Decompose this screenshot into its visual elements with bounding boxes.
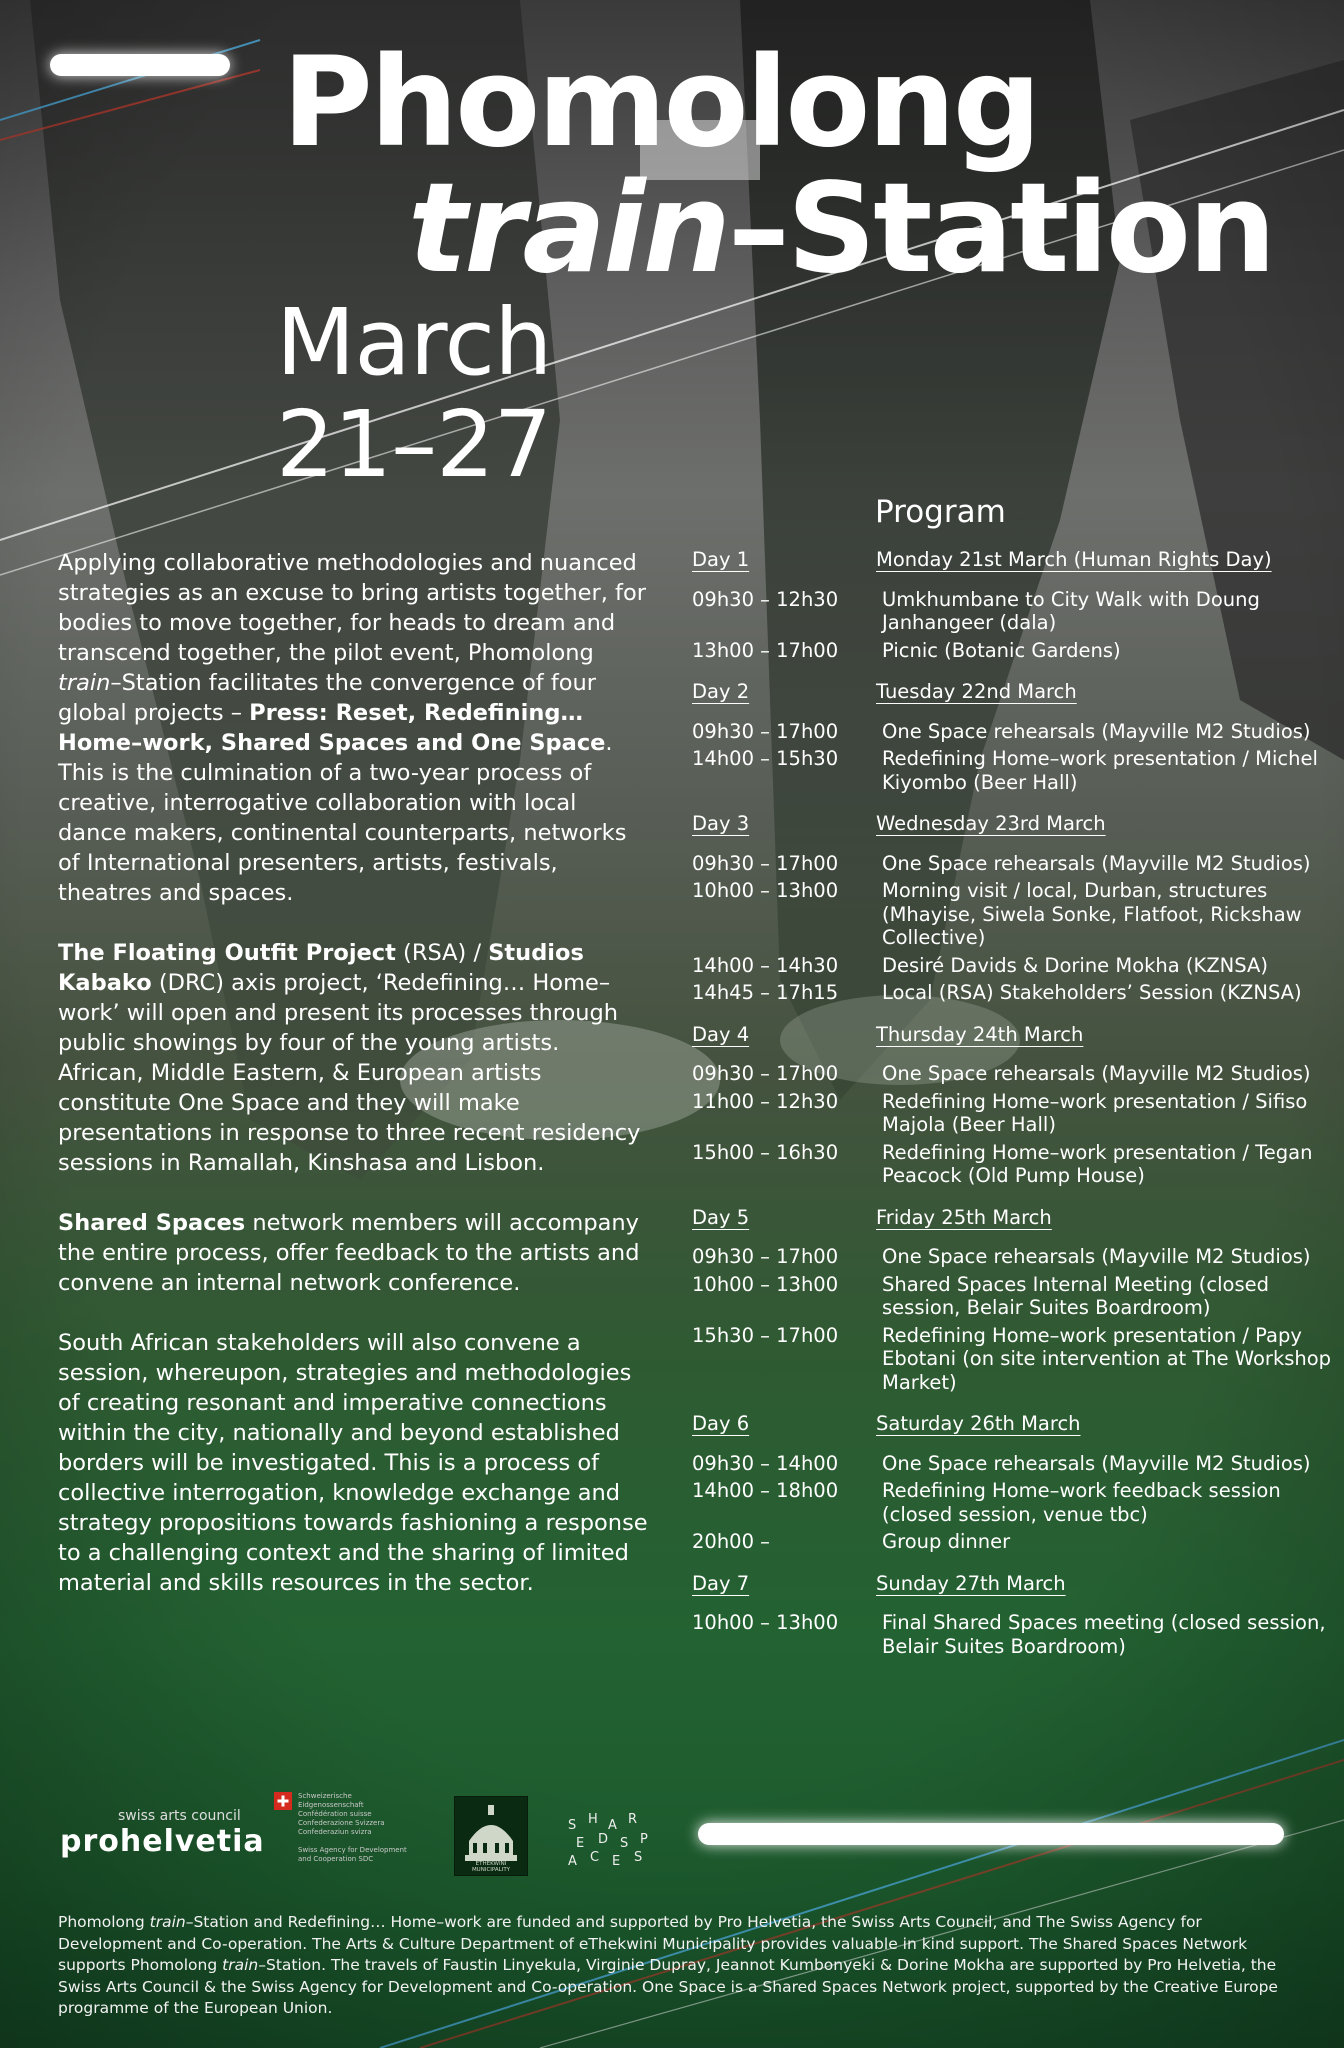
program-event [692,1090,1332,1137]
funding-footer [58,1912,1298,2020]
shared-spaces-letter: H [588,1812,598,1827]
shared-spaces-logo [568,1812,664,1869]
program-event [692,1479,1332,1526]
swiss-arts-council-text: swiss arts council [118,1808,241,1824]
event-time: 14h00 – 18h00 [692,1479,839,1502]
title-accent-bar [50,54,230,76]
day-date-text: Sunday 27th March [876,1571,1066,1595]
event-description: Redefining Home–work feedback session (closed session, venue tbc) [882,1479,1281,1526]
day-date [876,548,1272,572]
program-event [692,981,1332,1005]
text-bold: Studios Kabako [58,940,584,996]
program-day [692,812,1332,1005]
text-italic: train [222,1956,259,1974]
text-italic: train [58,670,111,696]
program-event [692,588,1332,635]
swiss-flag-icon [274,1792,292,1810]
event-description: One Space rehearsals (Mayville M2 Studios) [882,719,1311,743]
text-span: (RSA) / [395,940,489,966]
shared-spaces-letter: S [620,1836,629,1851]
event-time: 15h00 – 16h30 [692,1140,839,1164]
day-header [692,548,1332,572]
event-time: 09h30 – 17h00 [692,1245,839,1268]
description-paragraph-3 [58,938,648,1178]
event-time: 09h30 – 12h30 [692,587,839,611]
text-span: Phomolong [58,1913,150,1931]
program-event [692,1452,1332,1476]
shared-spaces-letter: S [568,1818,577,1833]
program-event [692,1273,1332,1320]
program-day [692,1023,1332,1188]
text-span: network members will accompany the entire process, offer feedback to the artists and convene an internal network conference. [58,1210,640,1296]
day-label [692,1572,876,1596]
program-event [692,879,1332,950]
text-bold: Press: Reset, Redefining…Home–work, Shared Spaces and One Space [58,700,606,756]
prohelvetia-logo: prohelvetia [60,1824,265,1859]
day-date [876,1412,1081,1436]
program-event [692,852,1332,876]
day-header [692,1412,1332,1436]
day-label-text: Day 7 [692,1571,750,1595]
event-time: 13h00 – 17h00 [692,638,839,662]
day-label [692,1206,876,1230]
program-day [692,1412,1332,1554]
shared-spaces-letter: A [568,1854,577,1869]
day-label [692,548,876,572]
title-italic-word: train [408,157,728,301]
event-description: Umkhumbane to City Walk with Doung Janhangeer (dala) [882,587,1260,634]
event-description: One Space rehearsals (Mayville M2 Studios) [882,1245,1311,1268]
day-label [692,1412,876,1436]
event-time: 11h00 – 12h30 [692,1089,839,1113]
day-date [876,1572,1066,1596]
event-description: Redefining Home–work presentation / Michel Kiyombo (Beer Hall) [882,747,1318,794]
shared-spaces-letter: D [598,1832,609,1847]
description-paragraph-4 [58,1208,648,1298]
event-description: Morning visit / local, Durban, structures (Mhayise, Siwela Sonke, Flatfoot, Rickshaw Collective) [882,879,1302,949]
ethekwini-logo-text: ETHEKWINI MUNICIPALITY [471,1861,511,1873]
event-description: Redefining Home–work presentation / Tegan Peacock (Old Pump House) [882,1140,1313,1187]
program-day [692,1206,1332,1395]
program-schedule [692,548,1332,1676]
day-date-text: Friday 25th March [876,1205,1052,1229]
event-time: 10h00 – 13h00 [692,879,839,902]
event-description: Redefining Home–work presentation / Sifiso Majola (Beer Hall) [882,1089,1308,1136]
ethekwini-logo [454,1796,528,1876]
day-date [876,1206,1052,1230]
text-span: –Station facilitates the convergence of four global projects – [58,670,597,726]
event-description: Desiré Davids & Dorine Mokha (KZNSA) [882,953,1268,977]
day-header [692,812,1332,836]
day-date-text: Thursday 24th March [876,1022,1084,1046]
description-column [58,548,648,1628]
event-description: Final Shared Spaces meeting (closed session, Belair Suites Boardroom) [882,1611,1326,1658]
program-event [692,1245,1332,1269]
day-label-text: Day 2 [692,680,750,703]
program-event [692,1324,1332,1395]
event-time: 14h00 – 14h30 [692,953,839,977]
event-time: 09h30 – 17h00 [692,719,839,743]
text-span: Applying collaborative methodologies and nuanced strategies as an excuse to bring artists together, for bodies to move together, for heads to dream and transcend together, the pilot event, Phomolong [58,550,646,666]
event-time: 20h00 – [692,1530,770,1553]
program-heading: Program [875,494,1006,530]
description-paragraph-2: This is the culmination of a two-year process of creative, interrogative collaboration with local dance makers, continental counterparts, networks of International presenters, artists, festivals, theatres and spaces. [58,760,627,906]
event-time: 14h00 – 15h30 [692,747,839,770]
event-description: Local (RSA) Stakeholders’ Session (KZNSA) [882,981,1302,1004]
day-date-text: Wednesday 23rd March [876,812,1106,835]
day-date [876,680,1077,704]
event-time: 10h00 – 13h00 [692,1272,839,1296]
event-description: Redefining Home–work presentation / Papy Ebotani (on site intervention at The Workshop Market) [882,1323,1332,1394]
event-dates [276,289,552,498]
program-day [692,1572,1332,1659]
shared-spaces-letter: P [640,1832,648,1847]
program-event [692,747,1332,794]
day-header [692,1023,1332,1047]
text-bold: Shared Spaces [58,1210,246,1236]
sdc-logo-text: Schweizerische Eidgenossenschaft Confédération suisse Confederazione Svizzera Confederaziun svizra Swiss Agency for Development and Cooperation SDC [298,1792,407,1863]
day-label-text: Day 4 [692,1022,750,1046]
day-label-text: Day 3 [692,812,750,835]
program-day [692,548,1332,662]
sdc-logo [274,1792,414,1866]
text-span: –Station. The travels of Faustin Linyekula, Virginie Dupray, Jeannot Kumbonyeki & Dorine Mokha are supported by Pro Helvetia, the Swiss Arts Council & the Swiss Agency for Development and Co-operation. One Space is a Shared Spaces Network project, supported by the Creative Europe programme of the European Union. [58,1956,1278,2017]
program-event [692,954,1332,978]
day-label [692,812,876,836]
shared-spaces-letter: S [634,1850,643,1865]
day-header [692,1206,1332,1230]
event-description: One Space rehearsals (Mayville M2 Studios) [882,1062,1311,1085]
day-header [692,680,1332,704]
title-line-2 [408,157,1274,301]
program-event [692,720,1332,744]
day-date-text: Saturday 26th March [876,1412,1081,1435]
day-date-text: Tuesday 22nd March [876,680,1077,703]
event-time: 09h30 – 14h00 [692,1451,839,1475]
program-event [692,639,1332,663]
dates-range: 21–27 [276,391,552,498]
text-span: . [605,730,613,756]
event-description: One Space rehearsals (Mayville M2 Studios) [882,851,1311,875]
dates-month: March [276,289,552,396]
event-time: 10h00 – 13h00 [692,1611,839,1634]
event-description: One Space rehearsals (Mayville M2 Studios) [882,1451,1311,1475]
day-date-text: Monday 21st March (Human Rights Day) [876,548,1272,571]
day-label [692,680,876,704]
title-line-1: Phomolong [282,31,1039,175]
event-time: 09h30 – 17h00 [692,851,839,875]
poster-title [282,31,1274,301]
event-time: 15h30 – 17h00 [692,1323,839,1347]
program-day [692,680,1332,794]
shared-spaces-letter: E [612,1854,621,1869]
shared-spaces-letter: C [590,1850,600,1865]
shared-spaces-letter: A [608,1818,617,1833]
program-event [692,1062,1332,1086]
program-event [692,1141,1332,1188]
day-label [692,1023,876,1047]
text-span: –Station and Redefining… Home–work are funded and supported by Pro Helvetia, the Swiss Arts Council, and The Swiss Agency for Development and Co-operation. The Arts & Culture Department of eThekwini Municipality provides valuable in kind support. The Shared Spaces Network supports Phomolong [58,1913,1248,1974]
text-span: (DRC) axis project, ‘Redefining… Home–work’ will open and present its processes through public showings by four of the young artists. African, Middle Eastern, & European artists constitute One Space and they will make presentations in response to three recent residency sessions in Ramallah, Kinshasa and Lisbon. [58,970,641,1176]
day-date [876,1023,1083,1047]
text-italic: train [149,1913,186,1931]
text-bold: The Floating Outfit Project [58,940,396,966]
day-label-text: Day 6 [692,1412,750,1435]
day-label-text: Day 5 [692,1205,750,1229]
title-line-2-rest: –Station [727,157,1274,301]
shared-spaces-letter: E [576,1836,585,1851]
event-time: 14h45 – 17h15 [692,981,839,1004]
day-header [692,1572,1332,1596]
sponsor-logos [58,1790,678,1890]
program-event [692,1611,1332,1658]
program-event [692,1530,1332,1554]
shared-spaces-letter: R [628,1812,638,1827]
description-paragraph-1 [58,548,648,758]
event-description: Group dinner [882,1530,1011,1553]
event-time: 09h30 – 17h00 [692,1062,839,1085]
day-label-text: Day 1 [692,548,750,571]
bottom-accent-bar [698,1823,1284,1845]
event-description: Picnic (Botanic Gardens) [882,638,1121,662]
day-date [876,812,1106,836]
description-paragraph-5: South African stakeholders will also convene a session, whereupon, strategies and methodologies of creating resonant and imperative connections within the city, nationally and beyond established borders will be investigated. This is a process of collective interrogation, knowledge exchange and strategy propositions towards fashioning a response to a challenging context and the sharing of limited material and skills resources in the sector. [58,1330,648,1596]
event-description: Shared Spaces Internal Meeting (closed session, Belair Suites Boardroom) [882,1272,1270,1319]
